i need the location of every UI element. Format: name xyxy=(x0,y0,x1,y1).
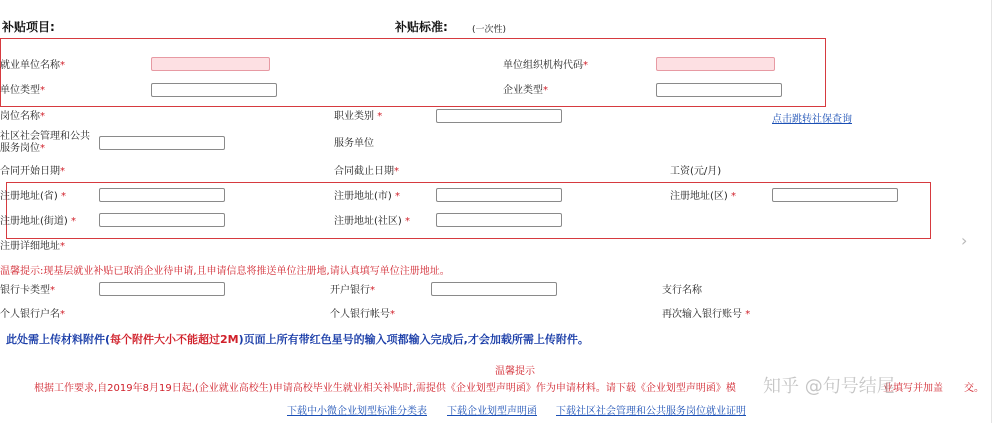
account-holder-label: 个人银行户名* xyxy=(0,309,65,320)
download-declaration-link[interactable]: 下载企业划型声明函 xyxy=(447,406,537,417)
account-number-confirm-label: 再次输入银行账号 * xyxy=(662,309,751,320)
reg-district-select[interactable] xyxy=(772,188,898,202)
reg-city-select[interactable] xyxy=(436,188,562,202)
reg-province-label: 注册地址(省) * xyxy=(0,191,66,202)
download-employment-proof-link[interactable]: 下载社区社会管理和公共服务岗位就业证明 xyxy=(556,406,746,417)
enterprise-type-label: 企业类型* xyxy=(503,85,548,96)
job-category-select[interactable] xyxy=(436,109,562,123)
unit-type-label: 单位类型* xyxy=(0,85,45,96)
bank-name-select[interactable] xyxy=(431,282,557,296)
reg-province-select[interactable] xyxy=(99,188,225,202)
reg-community-select[interactable] xyxy=(436,213,562,227)
branch-name-label: 支行名称 xyxy=(662,285,702,296)
job-category-label: 职业类别 * xyxy=(334,111,383,122)
notice-body: 根据工作要求,自2019年8月19日起,(企业就业高校生)申请高校毕业生就业相关补贴时,需提供《企业划型声明函》作为申请材料。请下载《企业划型声明函》模 xyxy=(34,383,736,394)
bank-name-label: 开户银行* xyxy=(330,285,375,296)
reg-district-label: 注册地址(区) * xyxy=(670,191,736,202)
subsidy-project-label: 补贴项目: xyxy=(2,20,55,34)
social-security-link[interactable]: 点击跳转社保查询 xyxy=(772,114,852,125)
employer-name-label: 就业单位名称* xyxy=(0,60,65,71)
right-divider xyxy=(991,0,992,423)
org-code-input[interactable] xyxy=(656,57,775,71)
notice-body-end: 交。 xyxy=(964,383,984,394)
warm-tip-text: 温馨提示:现基层就业补贴已取消企业待申请,且申请信息将推送单位注册地,请认真填写单位注册地址。 xyxy=(0,266,450,277)
bank-card-type-select[interactable] xyxy=(99,282,225,296)
account-number-label: 个人银行帐号* xyxy=(330,309,395,320)
notice-body-tail: 业填写并加盖 xyxy=(883,383,943,394)
chevron-right-icon[interactable]: › xyxy=(961,231,968,250)
upload-notice: 此处需上传材料附件(每个附件大小不能超过2M)页面上所有带红色星号的输入项都输入完成后,才会加载所需上传附件。 xyxy=(6,333,589,346)
unit-type-select[interactable] xyxy=(151,83,277,97)
subsidy-standard-value: (一次性) xyxy=(472,25,507,35)
enterprise-type-select[interactable] xyxy=(656,83,782,97)
org-code-label: 单位组织机构代码* xyxy=(503,60,588,71)
watermark: 知乎 @句号结尾 xyxy=(763,376,895,397)
service-unit-label: 服务单位 xyxy=(334,138,374,149)
reg-community-label: 注册地址(社区) * xyxy=(334,216,410,227)
subsidy-standard-label: 补贴标准: xyxy=(395,20,448,34)
reg-street-select[interactable] xyxy=(99,213,225,227)
notice-title: 温馨提示 xyxy=(495,366,535,377)
reg-city-label: 注册地址(市) * xyxy=(334,191,400,202)
contract-end-label: 合同截止日期* xyxy=(334,166,399,177)
employer-name-input[interactable] xyxy=(151,57,270,71)
reg-detail-label: 注册详细地址* xyxy=(0,241,65,252)
community-service-label: 社区社会管理和公共 服务岗位* xyxy=(0,131,90,154)
download-classification-link[interactable]: 下载中小微企业划型标准分类表 xyxy=(287,406,427,417)
job-name-label: 岗位名称* xyxy=(0,111,45,122)
salary-label: 工资(元/月) xyxy=(670,166,722,177)
reg-street-label: 注册地址(街道) * xyxy=(0,216,76,227)
community-service-select[interactable] xyxy=(99,136,225,150)
bank-card-type-label: 银行卡类型* xyxy=(0,285,55,296)
contract-start-label: 合同开始日期* xyxy=(0,166,65,177)
